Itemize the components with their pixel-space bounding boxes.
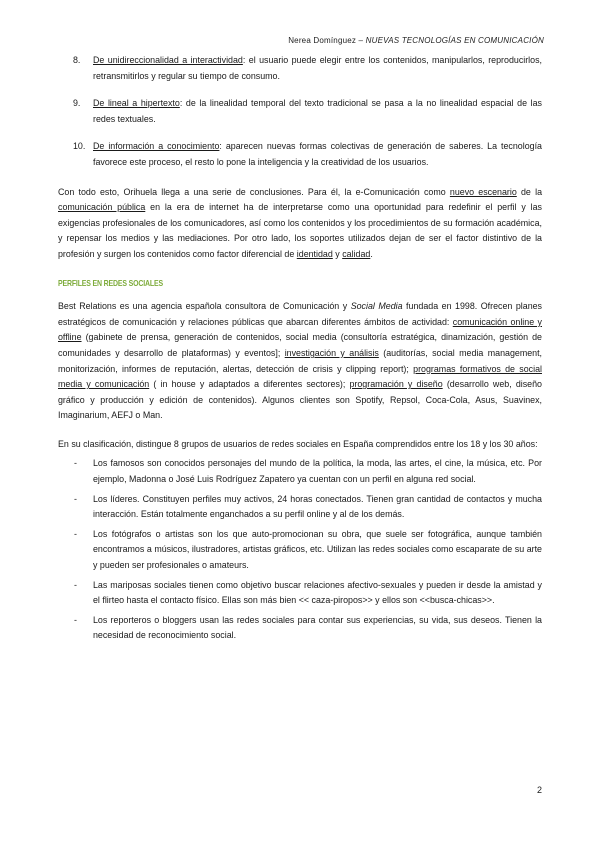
item-text: : aparecen nuevas formas colectivas de generación de saberes. La tecnología favorece este proceso, el resto lo pone la inteligencia y la creatividad de los usuarios. bbox=[93, 141, 542, 167]
underlined-term: comunicación online y offline bbox=[58, 316, 542, 343]
underlined-term: identidad bbox=[296, 248, 333, 259]
dash-bullet: - bbox=[74, 528, 77, 539]
text-run: Best Relations es una agencia española consultora de Comunicación y bbox=[58, 301, 351, 312]
list-item bbox=[58, 53, 542, 84]
text-run: (gabinete de prensa, generación de contenidos, social media (consultoría estratégica, dinamización, gestión de comunidades y desarrollo de plataformas) y eventos]; bbox=[58, 332, 542, 358]
numbered-list bbox=[58, 53, 542, 171]
underlined-term: programación y diseño bbox=[349, 379, 443, 390]
item-text: Los reporteros o bloggers usan las redes sociales para contar sus experiencias, su vida, sus deseos. Tienen la necesidad de reconocimiento social. bbox=[93, 614, 542, 641]
classification-intro: En su clasificación, distingue 8 grupos de usuarios de redes sociales en España comprendidos entre los 18 y los 30 años: bbox=[58, 438, 538, 449]
conclusion-paragraph bbox=[58, 185, 542, 263]
underlined-term: calidad bbox=[342, 248, 371, 259]
text-run: de la bbox=[516, 186, 543, 197]
list-item bbox=[58, 456, 542, 487]
best-relations-paragraph bbox=[58, 299, 542, 424]
text-run: en la era de internet ha de interpretarse como una oportunidad para redefinir el perfil y las exigencias profesionales de los comunicadores, así como los contenidos y los procedimientos de su formación académica, y repensar los medios y las mediaciones. Por otro lado, los soportes utilizados dejan de ser el factor distintivo de la profesión y surgen los contenidos como factor diferencial de bbox=[58, 202, 542, 259]
running-header bbox=[288, 36, 544, 45]
item-number: 8. bbox=[73, 55, 81, 65]
underlined-term: investigación y análisis bbox=[284, 347, 379, 358]
text-run: (desarrollo web, diseño gráfico y producción y edición de contenidos). Algunos clientes son Spotify, Repsol, Coca-Cola, Asus, Suavinex, Imaginarium, AEFJ o Man. bbox=[58, 379, 542, 421]
dash-bullet: - bbox=[74, 579, 77, 590]
dash-bullet: - bbox=[74, 458, 77, 469]
item-term: De unidireccionalidad a interactividad bbox=[93, 55, 243, 65]
list-item bbox=[58, 527, 542, 574]
list-item bbox=[58, 613, 542, 644]
item-term: De información a conocimiento bbox=[93, 141, 220, 152]
list-item bbox=[58, 139, 542, 170]
underlined-term: comunicación pública bbox=[58, 202, 146, 213]
dash-bullet: - bbox=[74, 614, 77, 625]
list-item bbox=[58, 96, 542, 127]
item-term: De lineal a hipertexto bbox=[93, 98, 180, 109]
item-text: Las mariposas sociales tienen como objetivo buscar relaciones afectivo-sexuales y pueden ir desde la amistad y el flirteo hasta el contacto físico. Ellas son más bien << caza-piropos>> y ellos son <<busca-chicas>>. bbox=[93, 579, 542, 606]
underlined-term: programas formativos de social media y comunicación bbox=[58, 363, 542, 390]
item-text: Los famosos son conocidos personajes del mundo de la política, la moda, las artes, el cine, la música, etc. Por ejemplo, Madonna o José Luis Rodríguez Zapatero ya cuentan con un perfil en alguna red social. bbox=[93, 458, 542, 485]
underlined-term: nuevo escenario bbox=[449, 186, 517, 197]
list-item bbox=[58, 492, 542, 523]
text-run: fundada en 1998. Ofrecen planes estratégicos de comunicación y relaciones públicas que abarcan diferentes ámbitos de actividad: bbox=[58, 301, 542, 327]
item-text: : el usuario puede elegir entre los contenidos, manipularlos, reproducirlos, retransmitirlos y regular su tiempo de consumo. bbox=[93, 55, 542, 81]
item-number: 10. bbox=[73, 141, 86, 152]
text-run: y bbox=[332, 248, 343, 259]
text-run: . bbox=[370, 248, 373, 259]
italic-term: Social Media bbox=[350, 301, 403, 312]
text-run: Con todo esto, Orihuela llega a una serie de conclusiones. Para él, la e-Comunicación como bbox=[58, 186, 450, 197]
dash-bullet: - bbox=[74, 493, 77, 504]
list-item bbox=[58, 578, 542, 609]
item-number: 9. bbox=[73, 98, 81, 109]
text-run: (auditorías, social media management, monitorización, informes de reputación, alertas, detección de crisis y clipping report); bbox=[58, 347, 543, 374]
page-content bbox=[58, 53, 542, 648]
item-text: : de la linealidad temporal del texto tradicional se pasa a la no linealidad espacial de las redes textuales. bbox=[93, 98, 542, 124]
header-author: Nerea Domínguez – bbox=[288, 36, 366, 45]
item-text: Los líderes. Constituyen perfiles muy activos, 24 horas conectados. Tienen gran cantidad de contactos y mucha interacción. Están totalmente enganchados a su perfil online y al de los demás. bbox=[93, 493, 542, 520]
header-title: NUEVAS TECNOLOGÍAS EN COMUNICACIÓN bbox=[365, 36, 544, 45]
item-text: Los fotógrafos o artistas son los que auto-promocionan su obra, que suele ser fotográfica, aunque también encontramos a músicos, ilustradores, artistas gráficos, etc. Utilizan las redes sociales como escaparate de su arte y pueden ser profesionales o amateurs. bbox=[93, 528, 542, 571]
page-number: 2 bbox=[536, 785, 542, 795]
text-run: ( in house y adaptados a diferentes sectores); bbox=[149, 379, 350, 390]
user-groups-list bbox=[58, 456, 542, 644]
section-heading: PERFILES EN REDES SOCIALES bbox=[58, 277, 163, 288]
